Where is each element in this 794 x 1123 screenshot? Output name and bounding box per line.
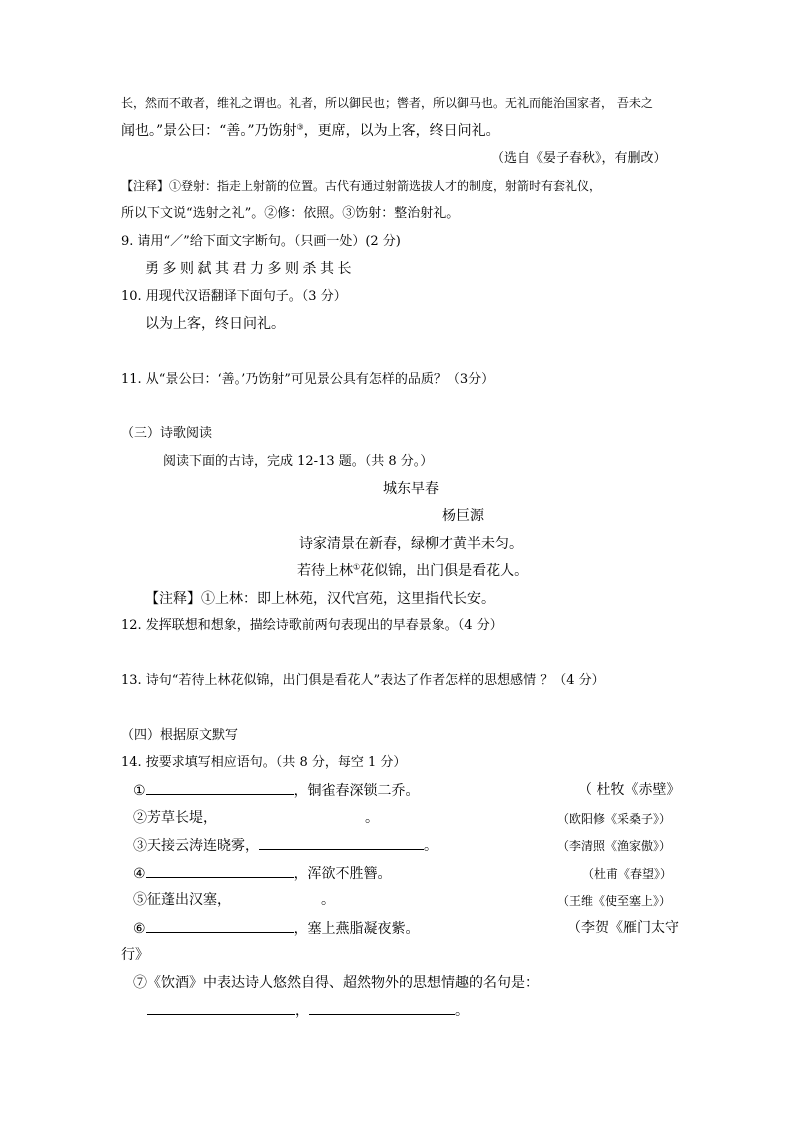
dictation-item-5 <box>133 892 335 909</box>
passage-line-2 <box>121 123 500 140</box>
passage-line-2-text-cont: ，更席，以为上客，终日问礼。 <box>303 123 500 139</box>
dictation-source-6-cont: 行》 <box>121 947 149 963</box>
answer-blank-7b[interactable] <box>309 1002 455 1015</box>
question-13: 13. 诗句“若待上林花似锦，出门俱是看花人”表达了作者怎样的思想感情 ？（4 分） <box>121 673 605 688</box>
poem-title: 城东早春 <box>383 481 439 497</box>
answer-blank-1[interactable] <box>146 782 294 795</box>
poetry-intro: 阅读下面的古诗，完成 12-13 题。（共 8 分。） <box>163 454 434 469</box>
poem-note: 【注释】①上林：即上林苑，汉代宫苑，这里指代长安。 <box>145 591 495 607</box>
question-9-text: 勇多则弑其君力多则杀其长 <box>145 261 355 277</box>
dictation-source-1: （ 杜牧《赤壁》 <box>578 782 681 798</box>
question-12: 12. 发挥联想和想象，描绘诗歌前两句表现出的早春景象。（4 分） <box>121 618 503 633</box>
poetry-section-heading: （三）诗歌阅读 <box>121 426 213 441</box>
dictation-source-2: （欧阳修《采桑子》） <box>557 812 672 826</box>
poem-line-2-text: 若待上林 <box>297 563 353 579</box>
dictation-item-6 <box>133 920 420 938</box>
answer-blank-7a[interactable] <box>147 1002 295 1015</box>
footnote-marker: ① <box>353 562 361 572</box>
dictation-item-7: ⑦《饮酒》中表达诗人悠然自得、超然物外的思想情趣的名句是： <box>133 975 539 991</box>
dictation-source-5: （王维《使至塞上》） <box>557 894 672 908</box>
answer-blank-6[interactable] <box>146 920 294 933</box>
item-text: ⑤征蓬出汉塞， <box>133 892 231 908</box>
item-text: ，铜雀春深锁二乔。 <box>293 783 420 799</box>
answer-blank-4[interactable] <box>146 865 294 878</box>
question-10: 10. 用现代汉语翻译下面句子。（3 分） <box>121 289 347 304</box>
dictation-source-4: （杜甫《春望》） <box>582 867 673 881</box>
item-number: ④ <box>133 866 146 882</box>
question-10-text: 以为上客，终日问礼。 <box>145 316 285 332</box>
dictation-item-7-answers <box>147 1002 469 1020</box>
poem-author: 杨巨源 <box>442 508 484 524</box>
item-end: 。 <box>424 838 438 854</box>
item-text: ③天接云涛连晓雾， <box>133 838 259 854</box>
dictation-section-heading: （四）根据原文默写 <box>121 728 239 743</box>
dictation-item-1 <box>133 782 420 800</box>
passage-source: （选自《晏子春秋》，有删改） <box>491 151 667 166</box>
question-9: 9. 请用“／”给下面文字断句。（只画一处）(2 分) <box>121 234 401 249</box>
poem-line-1: 诗家清景在新春，绿柳才黄半未匀。 <box>299 536 523 552</box>
question-14: 14. 按要求填写相应语句。（共 8 分，每空 1 分） <box>121 755 407 770</box>
passage-line-2-text: 闻也。”景公曰：“善。”乃饬射 <box>121 123 297 139</box>
item-end: 。 <box>321 892 335 908</box>
dictation-source-3: （李清照《渔家傲》） <box>557 839 672 853</box>
item-number: ① <box>133 783 146 799</box>
passage-line-1: 长，然而不敢者，维礼之谓也。礼者，所以御民也；辔者，所以御马也。无礼而能治国家者， 吾未之 <box>121 96 653 110</box>
dictation-item-4 <box>133 865 392 883</box>
answer-blank-3[interactable] <box>259 837 424 850</box>
dictation-item-2 <box>133 810 379 827</box>
item-separator: ， <box>295 1003 309 1019</box>
dictation-item-3 <box>133 837 438 855</box>
question-11: 11. 从“景公曰：‘善。’乃饬射”可见景公具有怎样的品质？（3分） <box>121 372 495 387</box>
passage-note-2: 所以下文说“选射之礼”。②修：依照。③饬射：整治射礼。 <box>121 206 460 221</box>
passage-note-1: 【注释】①登射：指走上射箭的位置。古代有通过射箭选拔人才的制度，射箭时有套礼仪， <box>121 179 602 193</box>
item-number: ⑥ <box>133 921 146 937</box>
poem-line-2 <box>297 563 528 580</box>
poem-line-2-text-cont: 花似锦，出门俱是看花人。 <box>360 563 529 579</box>
footnote-marker: ③ <box>296 122 304 132</box>
dictation-source-6: （李贺《雁门太守 <box>567 920 679 936</box>
item-end: 。 <box>365 810 379 826</box>
item-text: ，塞上燕脂凝夜紫。 <box>293 921 420 937</box>
item-text: ②芳草长堤， <box>133 810 217 826</box>
item-text: ，浑欲不胜簪。 <box>293 866 392 882</box>
item-end: 。 <box>455 1003 469 1019</box>
